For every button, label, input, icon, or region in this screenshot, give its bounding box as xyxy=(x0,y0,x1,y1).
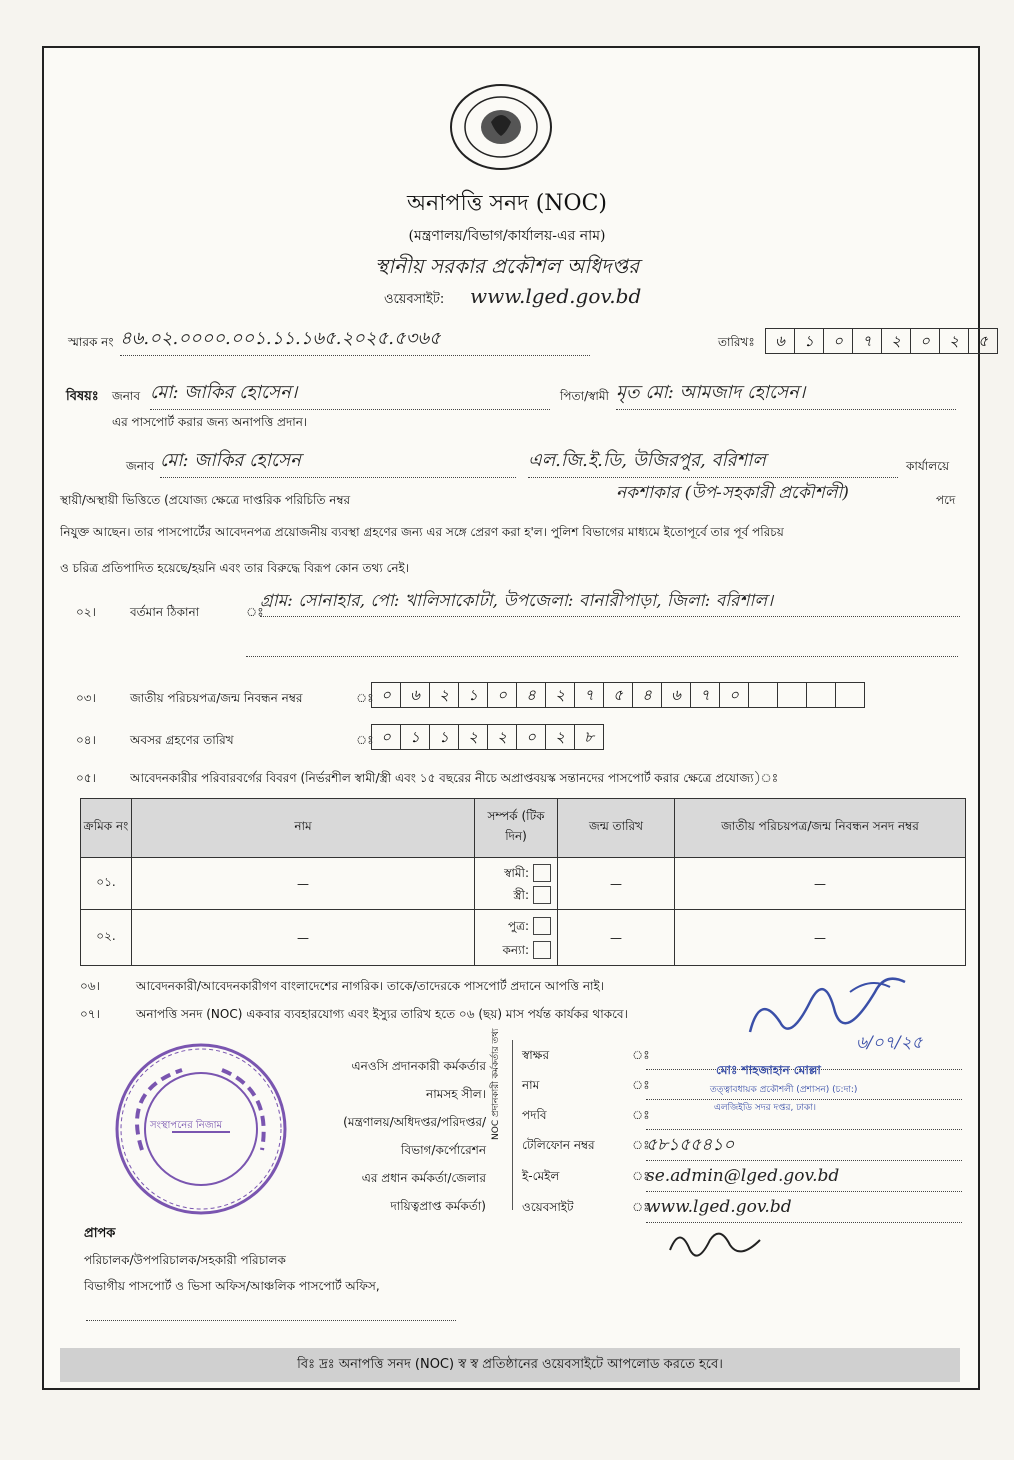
item06-num: ০৬। xyxy=(80,979,100,993)
body-line4: ও চরিত্র প্রতিপাদিত হয়েছে/হয়নি এবং তার বিরুদ্ধে বিরূপ কোন তথ্য নেই। xyxy=(60,561,410,575)
initial-signature-icon xyxy=(660,1220,770,1270)
document-subtitle: (মন্ত্রণালয়/বিভাগ/কার্যালয়-এর নাম) xyxy=(408,228,606,244)
item07-text: অনাপত্তি সনদ (NOC) একবার ব্যবহারযোগ্য এবং ইস্যুর তারিখ হতে ০৬ (ছয়) মাস পর্যন্ত কার্যকর থাকবে। xyxy=(136,1007,628,1021)
designation: নকশাকার (উপ-সহকারী প্রকৌশলী) xyxy=(616,483,849,503)
row-relation: পুত্র: কন্যা: xyxy=(475,910,558,966)
government-seal-icon xyxy=(445,82,557,172)
header-serial: ক্রমিক নং xyxy=(81,799,132,858)
item05-label: আবেদনকারীর পরিবারবর্গের বিবরণ (নির্ভরশীল স্বামী/স্ত্রী এবং ১৫ বছরের নীচে অপ্রাপ্তবয়স্ক সন্তানদের পাসপোর্ট করার ক্ষেত্রে প্রযোজ্য)ঃ xyxy=(130,771,779,785)
row-relation: স্বামী: স্ত্রী: xyxy=(475,858,558,910)
row-nid-dash: — xyxy=(675,858,966,910)
item05-num: ০৫। xyxy=(76,771,96,785)
nid-boxes: ০ ৬ ২ ১ ০ ৪ ২ ৭ ৫ ৪ ৬ ৭ ০ xyxy=(372,682,865,708)
recipient-blank-line xyxy=(86,1306,456,1321)
vertical-label: NOC প্রদানকারী কর্মকর্তার তথ্য xyxy=(491,1028,501,1140)
item02-colon: ঃ xyxy=(246,605,264,619)
family-table xyxy=(80,798,966,966)
father-name: মৃত মো: আমজাদ হোসেন। xyxy=(616,378,956,410)
office-suffix: কার্যালয়ে xyxy=(906,459,950,473)
date-boxes: ৬ ১ ০ ৭ ২ ০ ২ ৫ xyxy=(766,328,998,354)
subject-name: মো: জাকির হোসেন। xyxy=(150,378,550,410)
memo-number: ৪৬.০২.০০০০.০০১.১১.১৬৫.২০২৫.৫৩৬৫ xyxy=(120,324,590,356)
row-serial: ০১. xyxy=(81,858,132,910)
field-website: ওয়েবসাইট ঃ www.lged.gov.bd xyxy=(522,1192,962,1223)
row-name-dash: — xyxy=(132,858,475,910)
header-name: নাম xyxy=(132,799,475,858)
item02-num: ০২। xyxy=(76,605,96,619)
stamp-inner-text: সংস্থাপনের নিজাম xyxy=(150,1120,223,1131)
body-name: মো: জাকির হোসেন xyxy=(160,446,516,478)
header-birthdate: জন্ম তারিখ xyxy=(558,799,675,858)
recipient-line1: পরিচালক/উপপরিচালক/সহকারী পরিচালক xyxy=(84,1253,286,1267)
row-nid-dash: — xyxy=(675,910,966,966)
table-row xyxy=(81,910,966,966)
officer-left-text: এনওসি প্রদানকারী কর্মকর্তার নামসহ সীল। (মন্ত্রণালয়/অধিদপ্তর/পরিদপ্তর/ বিভাগ/কর্পোরেশন এর প্রধান কর্মকর্তা/জেলার দায়িত্বপ্রাপ্ত কর্মকর্তা) xyxy=(343,1059,486,1213)
retirement-date-boxes: ০ ১ ১ ২ ২ ০ ২ ৮ xyxy=(372,724,604,750)
field-designation: পদবি ঃ xyxy=(522,1100,962,1130)
designation-suffix: পদে xyxy=(936,493,956,507)
address-line2 xyxy=(246,640,958,657)
item07-num: ০৭। xyxy=(80,1007,100,1021)
item04-colon: ঃ xyxy=(356,733,374,747)
subject-label: বিষয়ঃ xyxy=(66,389,99,404)
subject-line2: এর পাসপোর্ট করার জন্য অনাপত্তি প্রদান। xyxy=(112,415,308,429)
row-name-dash: — xyxy=(132,910,475,966)
family-table-header xyxy=(81,799,966,858)
stamp-officer-office: এলজিইডি সদর দপ্তর, ঢাকা। xyxy=(714,1103,817,1113)
header-nid: জাতীয় পরিচয়পত্র/জন্ম নিবন্ধন সনদ নম্বর xyxy=(675,799,966,858)
website-value: www.lged.gov.bd xyxy=(470,284,642,308)
item04-num: ০৪। xyxy=(76,733,96,747)
officer-divider xyxy=(512,1040,514,1210)
date-label: তারিখঃ xyxy=(718,335,755,349)
footer-note: বিঃ দ্রঃ অনাপত্তি সনদ (NOC) স্ব স্ব প্রতিষ্ঠানের ওয়েবসাইটে আপলোড করতে হবে। xyxy=(60,1348,960,1382)
row-serial: ০২. xyxy=(81,910,132,966)
row-birthdate-dash: — xyxy=(558,910,675,966)
item04-label: অবসর গ্রহণের তারিখ xyxy=(130,733,234,747)
current-address: গ্রাম: সোনাহার, পো: খালিসাকোটা, উপজেলা: বানারীপাড়া, জিলা: বরিশাল। xyxy=(260,588,960,617)
document-title: অনাপত্তি সনদ (NOC) xyxy=(406,191,608,216)
item03-colon: ঃ xyxy=(356,691,374,705)
checkbox[interactable] xyxy=(533,917,551,935)
header-relation: সম্পর্ক (টিক দিন) xyxy=(475,799,558,858)
item06-text: আবেদনকারী/আবেদনকারীগণ বাংলাদেশের নাগরিক। তাকে/তাদেরকে পাসপোর্ট প্রদানে আপত্তি নাই। xyxy=(136,979,605,993)
stamp-officer-name: মোঃ শাহজাহান মোল্লা xyxy=(716,1063,821,1077)
recipient-line2: বিভাগীয় পাসপোর্ট ও ভিসা অফিস/আঞ্চলিক পাসপোর্ট অফিস, xyxy=(84,1279,380,1293)
table-row xyxy=(81,858,966,910)
stamp-officer-designation: তত্ত্বাবধায়ক প্রকৌশলী (প্রশাসন) (চ:দা:) xyxy=(710,1085,858,1095)
item02-label: বর্তমান ঠিকানা xyxy=(130,605,200,619)
sign-date: ৬/০৭/২৫ xyxy=(856,1033,923,1053)
item03-label: জাতীয় পরিচয়পত্র/জন্ম নিবন্ধন নম্বর xyxy=(130,691,303,705)
body-office: এল.জি.ই.ডি, উজিরপুর, বরিশাল xyxy=(528,446,898,478)
row-birthdate-dash: — xyxy=(558,858,675,910)
checkbox[interactable] xyxy=(533,941,551,959)
checkbox[interactable] xyxy=(533,864,551,882)
office-name: স্থানীয় সরকার প্রকৌশল অধিদপ্তর xyxy=(374,254,640,278)
field-phone: টেলিফোন নম্বর ঃ ৫৮১৫৫৪১০ xyxy=(522,1130,962,1161)
body-line3: নিযুক্ত আছেন। তার পাসপোর্টের আবেদনপত্র প্রয়োজনীয় ব্যবস্থা গ্রহণের জন্য এর সঙ্গে প্রেরণ করা হ'ল। পুলিশ বিভাগের মাধ্যমে ইতোপূর্বে তার পূর্ব পরিচয় xyxy=(60,525,784,539)
field-email: ই-মেইল ঃ se.admin@lged.gov.bd xyxy=(522,1161,962,1192)
recipient-label: প্রাপক xyxy=(84,1226,116,1241)
field-signature: স্বাক্ষর ঃ xyxy=(522,1040,962,1070)
item03-num: ০৩। xyxy=(76,691,96,705)
father-label: পিতা/স্বামী xyxy=(560,389,609,403)
body-mr-label: জনাব xyxy=(126,459,155,473)
memo-label: স্মারক নং xyxy=(68,335,114,349)
subject-mr-label: জনাব xyxy=(112,389,141,403)
field-name: নাম ঃ xyxy=(522,1070,962,1100)
body-line2: স্থায়ী/অস্থায়ী ভিত্তিতে (প্রযোজ্য ক্ষেত্রে দাপ্তরিক পরিচিতি নম্বর xyxy=(60,493,351,507)
checkbox[interactable] xyxy=(533,886,551,904)
website-label: ওয়েবসাইট: xyxy=(384,292,445,307)
